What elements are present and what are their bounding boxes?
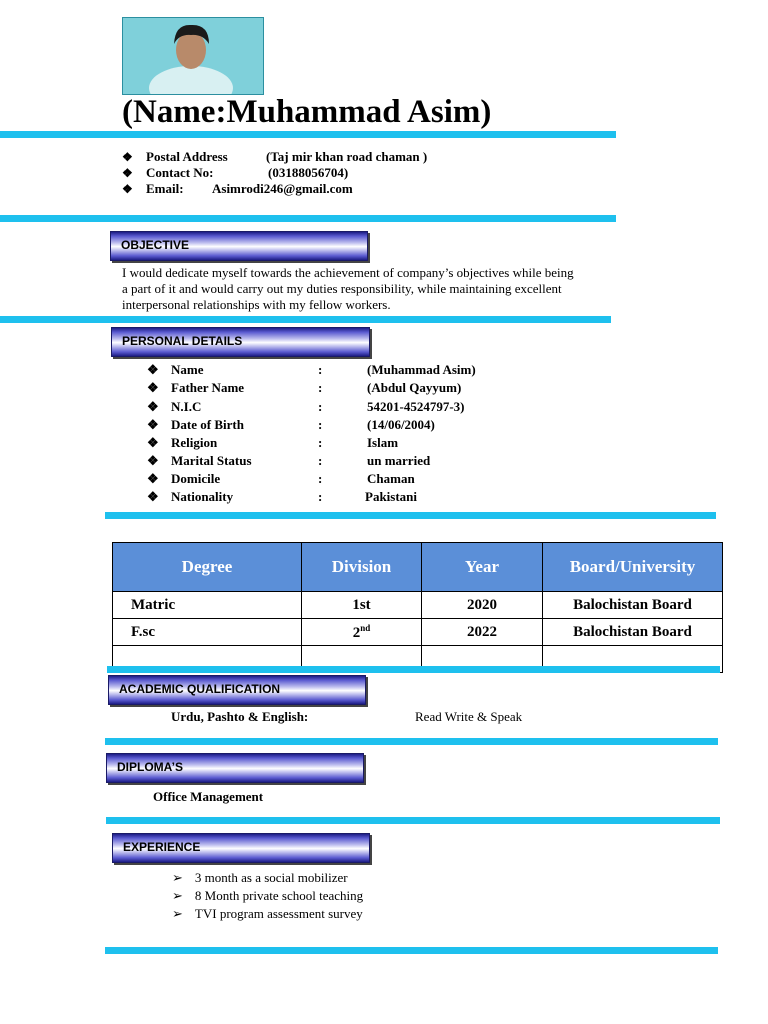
- arrow-bullet-icon: ➢: [172, 906, 183, 921]
- detail-row: [147, 399, 465, 415]
- detail-colon: :: [318, 380, 323, 395]
- detail-value: Pakistani: [365, 489, 418, 504]
- contact-label: Postal Address: [146, 149, 228, 164]
- detail-row: [147, 380, 462, 396]
- division-value: 1st: [352, 596, 371, 613]
- experience-item: TVI program assessment survey: [194, 906, 363, 921]
- detail-value: (Abdul Qayyum): [367, 380, 462, 395]
- list-item: [172, 906, 363, 922]
- detail-row: [147, 417, 435, 433]
- experience-item: 8 Month private school teaching: [194, 888, 364, 903]
- divider-rule: [0, 316, 611, 323]
- profile-photo: [122, 17, 264, 95]
- experience-item: 3 month as a social mobilizer: [194, 870, 348, 885]
- year-cell: 2022: [422, 619, 543, 646]
- detail-row: [147, 489, 418, 505]
- diamond-bullet-icon: ❖: [147, 453, 159, 468]
- detail-label: N.I.C: [171, 399, 202, 414]
- column-header: Board/University: [543, 543, 723, 592]
- detail-colon: :: [318, 471, 323, 486]
- detail-label: Name: [171, 362, 204, 377]
- detail-row: [147, 453, 431, 469]
- board-cell: Balochistan Board: [543, 592, 723, 619]
- column-header: Year: [422, 543, 543, 592]
- contact-value: (03188056704): [268, 165, 349, 180]
- detail-value: Islam: [367, 435, 399, 450]
- diploma-item: Office Management: [153, 789, 264, 804]
- column-header: Degree: [113, 543, 302, 592]
- objective-text: [122, 265, 646, 313]
- detail-row: [147, 471, 415, 487]
- division-cell: [302, 619, 422, 646]
- contact-value: Asimrodi246@gmail.com: [212, 181, 353, 196]
- list-item: [172, 870, 348, 886]
- detail-label: Nationality: [171, 489, 234, 504]
- diamond-bullet-icon: ❖: [147, 471, 159, 486]
- diamond-outline-bullet-icon: ❖: [147, 489, 159, 504]
- detail-value: Chaman: [367, 471, 415, 486]
- division-suffix: nd: [360, 622, 371, 633]
- diamond-bullet-icon: ❖: [122, 182, 133, 196]
- objective-line: I would dedicate myself towards the achievement of company’s objectives while being: [122, 265, 574, 280]
- education-table: [112, 542, 723, 673]
- detail-colon: :: [318, 362, 323, 377]
- detail-label: Date of Birth: [171, 417, 244, 432]
- objective-line: a part of it and would carry out my duties responsibility, while maintaining excellent: [122, 281, 562, 296]
- divider-rule: [106, 817, 720, 824]
- detail-colon: :: [318, 453, 323, 468]
- detail-row: [147, 362, 476, 378]
- list-item: [172, 888, 363, 904]
- contact-row: [122, 165, 349, 181]
- degree-cell: F.sc: [113, 619, 302, 646]
- divider-rule: [105, 738, 718, 745]
- arrow-bullet-icon: ➢: [172, 870, 183, 885]
- languages-label: Urdu, Pashto & English:: [171, 709, 309, 724]
- table-row: [113, 592, 723, 619]
- divider-rule: [107, 666, 720, 673]
- languages-value: Read Write & Speak: [415, 709, 523, 724]
- section-title: EXPERIENCE: [123, 840, 201, 854]
- detail-colon: :: [318, 399, 323, 414]
- detail-colon: :: [318, 489, 323, 504]
- table-row: [113, 619, 723, 646]
- detail-row: [147, 435, 399, 451]
- contact-label: Email:: [146, 181, 184, 196]
- detail-label: Religion: [171, 435, 218, 450]
- diamond-bullet-icon: ❖: [122, 150, 133, 164]
- detail-label: Marital Status: [171, 453, 252, 468]
- diamond-bullet-icon: ❖: [147, 435, 159, 450]
- diamond-bullet-icon: ❖: [147, 399, 159, 414]
- section-title: ACADEMIC QUALIFICATION: [119, 682, 281, 696]
- detail-value: (14/06/2004): [367, 417, 435, 432]
- detail-value: un married: [367, 453, 431, 468]
- table-header-row: [113, 543, 723, 592]
- diamond-bullet-icon: ❖: [147, 362, 159, 377]
- diamond-bullet-icon: ❖: [147, 380, 159, 395]
- objective-heading: [110, 231, 368, 261]
- contact-label: Contact No:: [146, 165, 214, 180]
- diamond-bullet-icon: ❖: [147, 417, 159, 432]
- divider-rule: [105, 512, 716, 519]
- person-portrait-icon: [123, 18, 263, 94]
- section-title: PERSONAL DETAILS: [122, 334, 243, 348]
- column-header: Division: [302, 543, 422, 592]
- detail-colon: :: [318, 417, 323, 432]
- divider-rule: [0, 215, 616, 222]
- diamond-bullet-icon: ❖: [122, 166, 133, 180]
- divider-rule: [0, 131, 616, 138]
- academic-qualification-heading: [108, 675, 366, 705]
- board-cell: Balochistan Board: [543, 619, 723, 646]
- experience-heading: [112, 833, 370, 863]
- name-heading: (Name:Muhammad Asim): [122, 94, 492, 130]
- objective-line: interpersonal relationships with my fellow workers.: [122, 297, 391, 312]
- diploma-heading: [106, 753, 364, 783]
- contact-row: [122, 149, 428, 165]
- detail-value: 54201-4524797-3): [367, 399, 465, 414]
- contact-value: (Taj mir khan road chaman ): [266, 149, 428, 164]
- year-cell: 2020: [422, 592, 543, 619]
- personal-details-heading: [111, 327, 370, 357]
- contact-row: [122, 181, 353, 197]
- division-cell: [302, 592, 422, 619]
- degree-cell: Matric: [113, 592, 302, 619]
- arrow-bullet-icon: ➢: [172, 888, 183, 903]
- detail-label: Father Name: [171, 380, 245, 395]
- detail-value: (Muhammad Asim): [367, 362, 476, 377]
- detail-colon: :: [318, 435, 323, 450]
- divider-rule: [105, 947, 718, 954]
- division-value: 2: [352, 624, 361, 641]
- detail-label: Domicile: [171, 471, 221, 486]
- section-title: DIPLOMA’S: [117, 760, 184, 774]
- section-title: OBJECTIVE: [121, 238, 190, 252]
